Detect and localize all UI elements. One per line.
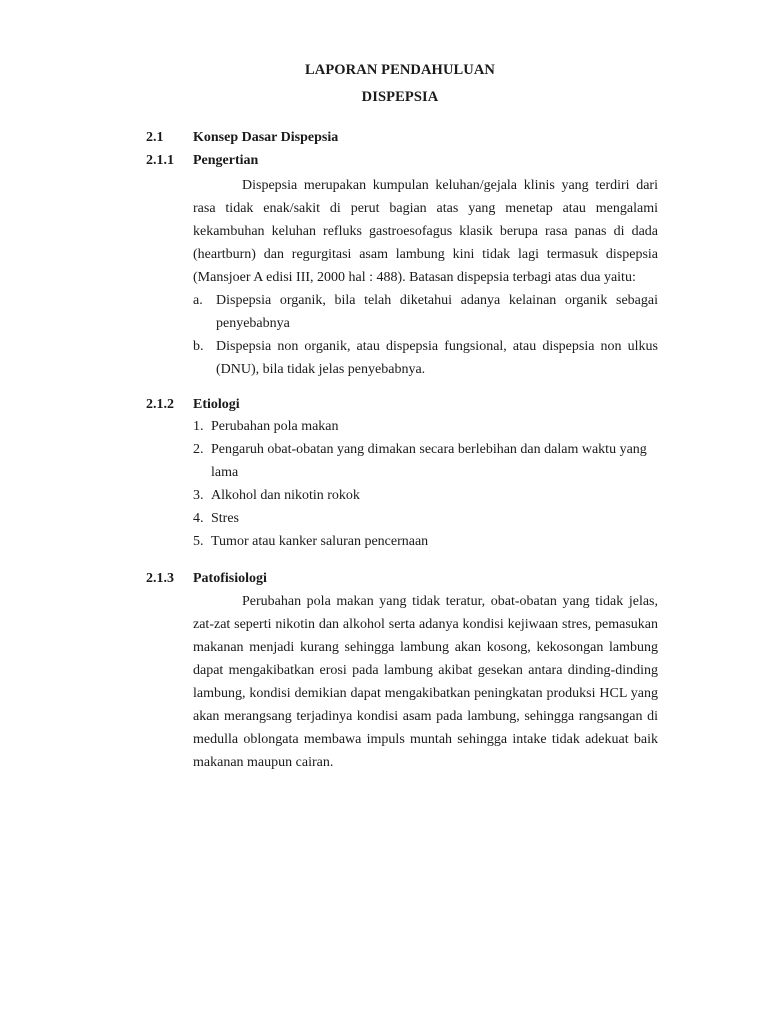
list-marker: 2. xyxy=(193,442,204,457)
list-marker: a. xyxy=(193,293,203,308)
document-subtitle: DISPEPSIA xyxy=(361,89,439,105)
list-marker: 1. xyxy=(193,419,204,434)
list-item-text: Perubahan pola makan xyxy=(211,419,339,434)
section-number: 2.1.1 xyxy=(146,153,174,168)
list-marker: b. xyxy=(193,339,204,354)
list-item-text: Dispepsia organik, bila telah diketahui adanya kelainan organik sebagai penyebabnya xyxy=(216,293,658,331)
list-item xyxy=(193,530,658,553)
section-title: Pengertian xyxy=(193,153,259,168)
list-item-text: Pengaruh obat-obatan yang dimakan secara berlebihan dan dalam waktu yang lama xyxy=(211,442,647,480)
document-title: LAPORAN PENDAHULUAN xyxy=(305,62,495,78)
section-title: Patofisiologi xyxy=(193,571,267,586)
section-heading-2-1 xyxy=(146,130,338,146)
list-marker: 3. xyxy=(193,488,204,503)
list-marker: 5. xyxy=(193,534,204,549)
section-number: 2.1.3 xyxy=(146,571,174,586)
list-marker: 4. xyxy=(193,511,204,526)
list-item xyxy=(193,438,658,484)
list-item-text: Stres xyxy=(211,511,239,526)
section-title: Etiologi xyxy=(193,397,240,412)
list-item xyxy=(193,484,658,507)
section-title: Konsep Dasar Dispepsia xyxy=(193,130,339,145)
pengertian-list xyxy=(193,289,658,381)
list-item-text: Alkohol dan nikotin rokok xyxy=(211,488,360,503)
patofisiologi-paragraph: Perubahan pola makan yang tidak teratur, obat-obatan yang tidak jelas, zat-zat seperti nikotin dan alkohol serta adanya kondisi kejiwaan stres, pemasukan makanan menjadi kurang sehingga lambung akan kosong, kekosongan lambung dapat mengakibatkan erosi pada lambung akibat gesekan antara dinding-dinding lambung, kondisi demikian dapat mengakibatkan peningkatan produksi HCL yang akan merangsang terjadinya kondisi asam pada lambung, sehingga rangsangan di medulla oblongata membawa impuls muntah sehingga intake tidak adekuat baik makanan maupun cairan. xyxy=(193,594,658,770)
pengertian-paragraph: Dispepsia merupakan kumpulan keluhan/gejala klinis yang terdiri dari rasa tidak enak/sakit di perut bagian atas yang menetap atau mengalami kekambuhan keluhan refluks gastroesofagus klasik berupa rasa panas di dada (heartburn) dan regurgitasi asam lambung kini tidak lagi termasuk dispepsia (Mansjoer A edisi III, 2000 hal : 488). Batasan dispepsia terbagi atas dua yaitu: xyxy=(193,178,658,285)
list-item xyxy=(193,335,658,381)
list-item xyxy=(193,507,658,530)
list-item xyxy=(193,415,658,438)
list-item xyxy=(193,289,658,335)
section-heading-2-1-1 xyxy=(146,153,258,169)
section-heading-2-1-2 xyxy=(146,397,240,413)
section-number: 2.1.2 xyxy=(146,397,174,412)
section-heading-2-1-3 xyxy=(146,571,267,587)
list-item-text: Dispepsia non organik, atau dispepsia fungsional, atau dispepsia non ulkus (DNU), bila tidak jelas penyebabnya. xyxy=(216,339,658,377)
list-item-text: Tumor atau kanker saluran pencernaan xyxy=(211,534,429,549)
section-number: 2.1 xyxy=(146,130,164,145)
etiologi-list xyxy=(193,415,658,553)
